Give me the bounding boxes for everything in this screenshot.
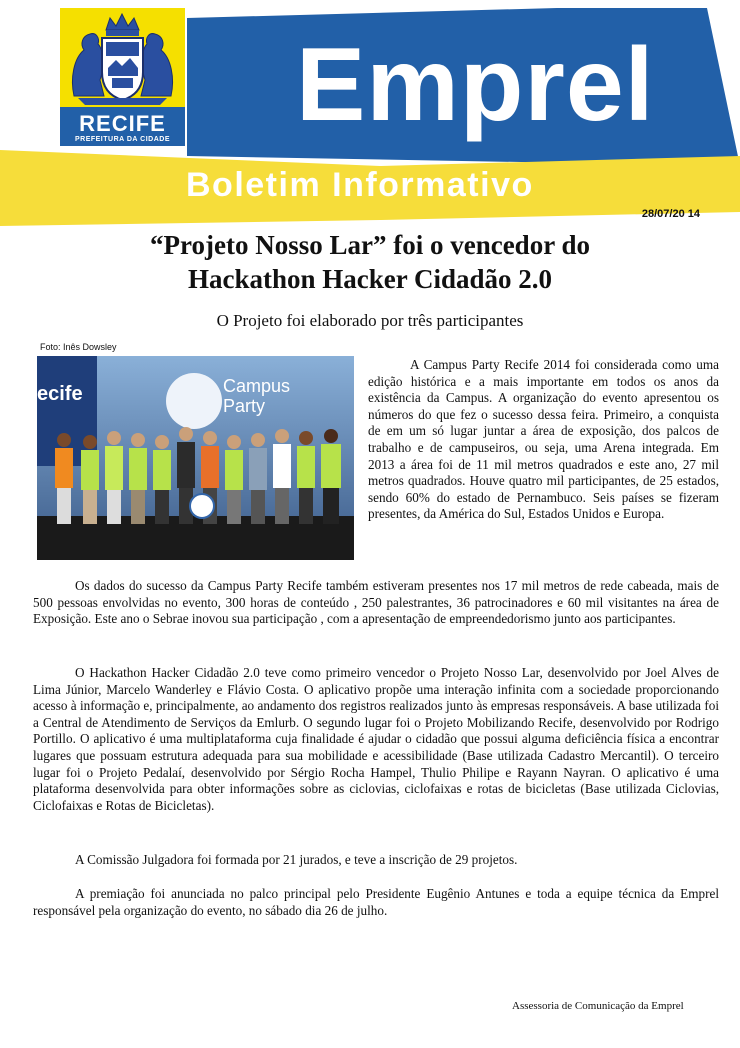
coat-of-arms-icon bbox=[60, 8, 185, 107]
photo-banner-line-1: Campus bbox=[223, 376, 291, 396]
logo-text: RECIFE bbox=[79, 111, 166, 136]
recife-crest-background bbox=[60, 8, 185, 107]
campus-party-stage-photo bbox=[37, 356, 354, 560]
footer-credit: Assessoria de Comunicação da Emprel bbox=[512, 1000, 684, 1012]
intro-paragraph: A Campus Party Recife 2014 foi considerada como uma edição histórica e a mais importante em todos os anos da existência da Campus. A organização do evento apresentou os números do que fez o sucesso dessa feira. Primeiro, a conquista de em um só lugar juntar a área de exposição, dos palcos de trabalho e de campuseiros, ou seja, uma Arena integrada. Em 2013 a área foi de 11 mil metros quadrados e este ano, 27 mil metros quadrados. Houve quatro mil participantes, de 25 estados, sendo 60% do estado de Pernambuco. Seis países se fizeram presentes, da América do Sul, Estados Unidos e Europa. bbox=[368, 357, 719, 522]
photo-credit: Foto: Inês Dowsley bbox=[40, 342, 117, 352]
headline-line-1: “Projeto Nosso Lar” foi o vencedor do bbox=[150, 230, 590, 260]
body-paragraph-2: O Hackathon Hacker Cidadão 2.0 teve como primeiro vencedor o Projeto Nosso Lar, desenvolvido por Joel Alves de Lima Júnior, Marcelo Wanderley e Flávio Costa. O aplicativo propõe uma interação infinita com a sociedade proporcionando acesso à informação e, principalmente, ao andamento dos registros realizados junto às empresas responsáveis. A base utilizada foi a Central de Atendimento de Serviços da Emlurb. O segundo lugar foi o Projeto Mobilizando Recife, desenvolvido por Rodrigo Portillo. O aplicativo é uma multiplataforma cuja finalidade é ajudar o cidadão que possui alguma deficiência física a encontrar lugares que possuam estrutura adequada para sua mobilidade e acessibilidade (Base utilizada Cadastro Mercantil). O terceiro lugar foi o Projeto Pedalaí, desenvolvido por Sérgio Rocha Hampel, Thulio Philipe e Rayann Nayran. O aplicativo é uma plataforma desenvolvida para obter informações sobre as ciclovias, ciclofaixas e rotas de bicicletas (Base utilizada Ciclovias, Ciclofaixas e Rotas de Bicicletas). bbox=[33, 665, 719, 813]
headline bbox=[0, 228, 740, 296]
brand-name: Emprel bbox=[296, 27, 655, 143]
photo-left-text: ecife bbox=[37, 383, 83, 405]
recife-logo bbox=[60, 8, 185, 146]
headline-line-2: Hackathon Hacker Cidadão 2.0 bbox=[187, 264, 553, 294]
bulletin-title: Boletim Informativo bbox=[186, 166, 534, 204]
logo-subtext: PREFEITURA DA CIDADE bbox=[74, 136, 171, 143]
body-paragraph-3: A Comissão Julgadora foi formada por 21 jurados, e teve a inscrição de 29 projetos. bbox=[75, 852, 518, 867]
photo-banner-line-2: Party bbox=[223, 396, 266, 416]
publication-date: 28/07/20 14 bbox=[641, 208, 700, 220]
body-paragraph-1: Os dados do sucesso da Campus Party Recife também estiveram presentes nos 17 mil metros de rede cabeada, mais de 500 pessoas envolvidas no evento, 300 horas de conteúdo , 250 palestrantes, 36 patrocinadores e 60 mil visitantes na área de Exposição. Este ano o Sebrae inovou sua participação , com a apresentação de empreendedorismo junto aos participantes. bbox=[33, 578, 719, 627]
body-paragraph-4: A premiação foi anunciada no palco principal pelo Presidente Eugênio Antunes e toda a equipe técnica da Emprel responsável pela organização do evento, no sábado dia 26 de julho. bbox=[33, 886, 719, 918]
event-photo bbox=[37, 356, 354, 560]
subheadline: O Projeto foi elaborado por três participantes bbox=[216, 311, 524, 330]
